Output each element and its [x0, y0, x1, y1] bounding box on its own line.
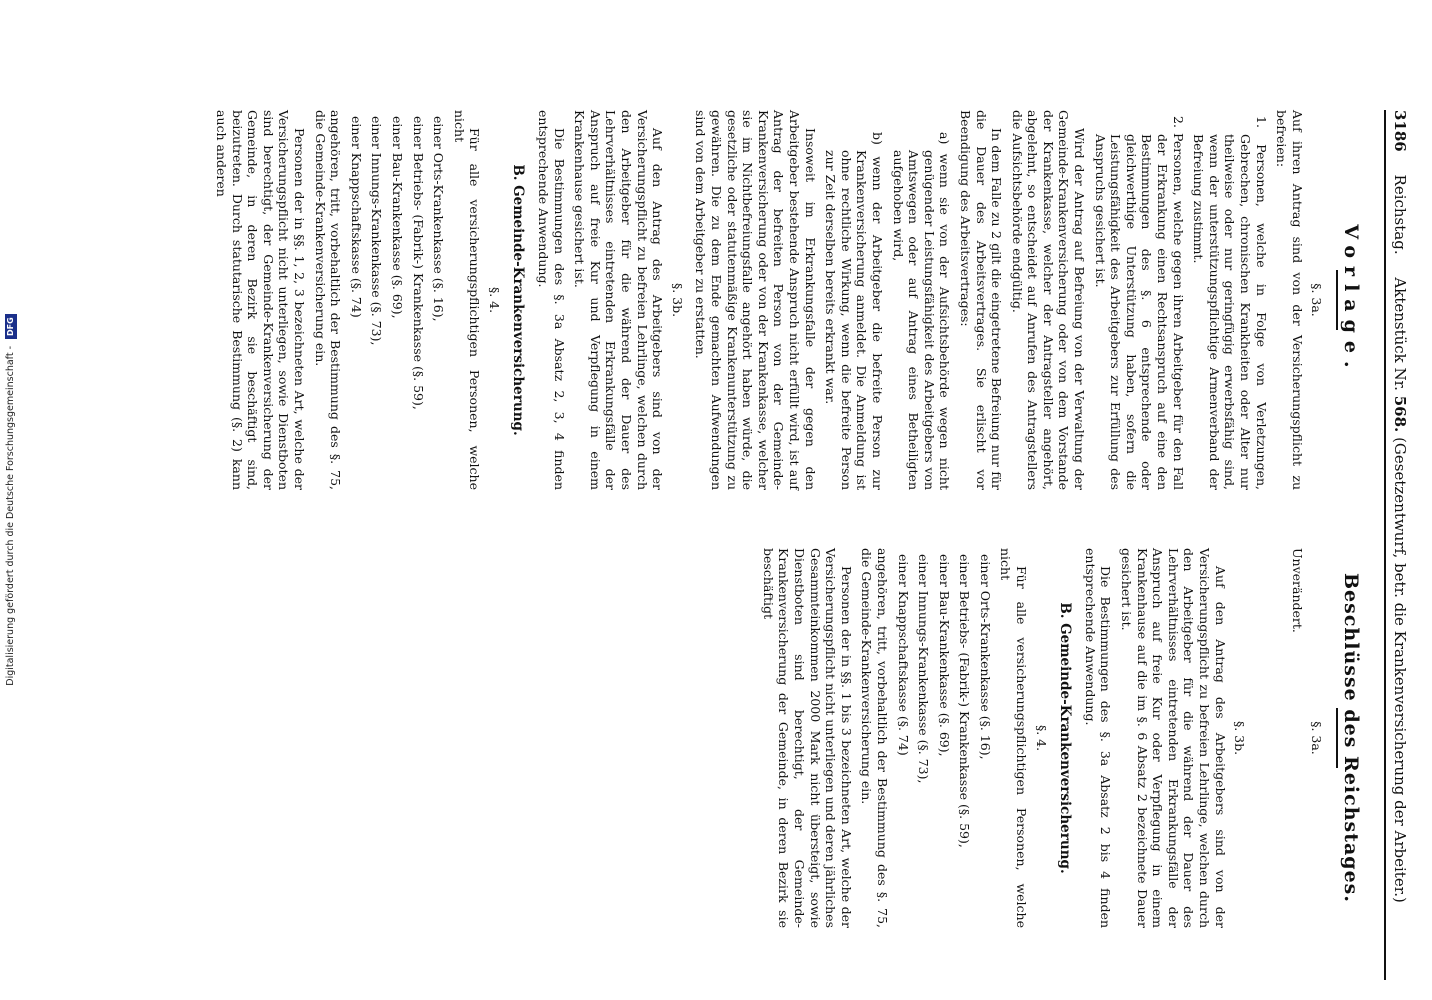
heading-rule: [1336, 270, 1338, 330]
s3a-clause-a: a) wenn sie von der Aufsichtsbehörde wegen nicht genügender Leistungsfähigkeit des Arbeitgebers von Amtswegen oder auf Antrag eines Betheiligten aufgehoben wird,: [890, 132, 953, 490]
section-label-3a: §. 3a.: [1309, 283, 1325, 317]
s4-intro: Für alle versicherungspflichtigen Personen, welche nicht: [451, 110, 483, 490]
s4-list-item: einer Bau-Krankenkasse (§. 69),: [389, 116, 405, 319]
s3b-paragraph-2: Die Bestimmungen des §. 3a Absatz 2 bis 4 finden entsprechende Anwendung.: [1082, 548, 1114, 928]
s4-paragraph-2: Personen der in §§. 1 bis 3 bezeichneten Art, welche der Versicherungspflicht nicht unterliegen und deren jährliches Gesammteinkommen 2000 Mark nicht übersteigt, sowie Dienstboten sind berechtigt, der Gemeinde-Krankenversicherung der Gemeinde, in deren Bezirk sie beschäftigt: [760, 548, 854, 928]
s3a-clause-b: b) wenn der Arbeitgeber die befreite Person zur Krankenversicherung anmeldet. Die Anmeldung ist ohne rechtliche Wirkung, wenn die befreite Person zur Zeit derselben bereits erkrankt war.: [823, 132, 885, 490]
s3b-paragraph-2: Die Bestimmungen des §. 3a Absatz 2, 3, 4 finden entsprechende Anwendung.: [536, 110, 567, 490]
s3b-paragraph-1: Auf den Antrag des Arbeitgebers sind von der Versicherungspflicht zu befreien Lehrlinge, welchen durch den Arbeitgeber für die während der Dauer des Lehrverhältnisses eintretenden Erkrankungsfälle der Anspruch auf freie Kur oder Verpflegung in einem Krankenhause auf die im §. 6 Absatz 2 bezeichnete Dauer gesichert ist.: [1119, 548, 1228, 928]
doc-number: 568.: [1391, 395, 1409, 433]
page-header: [1384, 110, 1410, 980]
s4-after: angehören, tritt, vorbehaltlich der Bestimmung des §. 75, die Gemeinde-Krankenversicherung ein.: [312, 110, 344, 490]
doc-subject: (Gesetzentwurf, betr. die Krankenversicherung der Arbeiter.): [1391, 437, 1409, 903]
s3a-item-1: 1. Personen, welche in Folge von Verletzungen, Gebrechen, chronischen Krankheiten oder Alter nur theilweise oder nur geringfügig erwerbsfähig sind, wenn der unterstützungspflichtige Armenverband der Befreiung zustimmt.: [1191, 116, 1269, 490]
funding-text: Digitalisierung gefördert durch die Deutsche Forschungsgemeinschaft -: [5, 345, 16, 686]
s4-paragraph-2: Personen der in §§. 1, 2, 3 bezeichneten Art, welche der Versicherungspflicht nicht unterliegen, sowie Dienstboten sind berechtigt, der Gemeinde-Krankenversicherung der Gemeinde, in deren Bezirk sie beschäftigt sind, beizutreten. Durch statutarische Bestimmung (§. 2) kann auch anderen: [214, 110, 307, 490]
section-b-title: B. Gemeinde-Krankenversicherung.: [1057, 602, 1074, 874]
s4-list-item: einer Knappschaftskasse (§. 74): [895, 554, 911, 756]
s4-after: angehören, tritt, vorbehaltlich der Bestimmung des §. 75, die Gemeinde-Krankenversicherung ein.: [859, 548, 890, 928]
s4-list-item: einer Betriebs- (Fabrik-) Krankenkasse (§. 59),: [410, 116, 426, 410]
spacer: [1255, 548, 1283, 928]
s4-list-item: einer Innungs-Krankenkasse (§. 73),: [916, 554, 932, 784]
s4-list-item: einer Bau-Krankenkasse (§. 69),: [936, 554, 952, 757]
heading-beschluesse: Beschlüsse des Reichstages.: [1340, 573, 1362, 903]
section-label-4: §. 4.: [486, 286, 502, 314]
page-number: 3186: [1391, 110, 1409, 152]
s4-list-item: einer Innungs-Krankenkasse (§. 73),: [369, 116, 385, 346]
unchanged-note: Unverändert.: [1289, 548, 1305, 633]
section-label-4: §. 4.: [1033, 724, 1049, 752]
s3b-paragraph-1: Auf den Antrag des Arbeitgebers sind von der Versicherungspflicht zu befreien Lehrlinge, welchen durch den Arbeitgeber für die während der Dauer des Lehrverhältnisses eintretenden Erkrankungsfälle der Anspruch auf freie Kur und Verpflegung in einem Krankenhause gesichert ist.: [572, 110, 666, 490]
dfg-logo: DFG: [5, 314, 17, 339]
s3a-paragraph-2: Wird der Antrag auf Befreiung von der Verwaltung der Gemeinde-Krankenversicherung oder von dem Vorstande der Krankenkasse, welcher der Antragsteller angehört, abgelehnt, so entscheidet auf Anrufen des Antragstellers die Aufsichtsbehörde endgültig.: [1009, 110, 1088, 490]
heading-rule: [1336, 708, 1338, 768]
s3a-paragraph-4: Insoweit im Erkrankungsfalle der gegen den Arbeitgeber bestehende Anspruch nicht erfüllt wird, ist auf Antrag der befreiten Person von der Gemeinde-Krankenversicherung oder von der Krankenkasse, welcher sie im Nichtbefreiungsfalle angehört haben würde, die gesetzliche oder statutenmäßige Krankenunterstützung zu gewähren. Die zu dem Ende gemachten Aufwendungen sind von dem Arbeitgeber zu erstatten.: [693, 110, 818, 490]
s3a-intro: Auf ihren Antrag sind von der Versicherungspflicht zu befreien:: [1274, 110, 1305, 490]
s4-list-item: einer Orts-Krankenkasse (§. 16),: [977, 554, 993, 760]
doc-prefix: Aktenstück Nr.: [1391, 277, 1409, 391]
heading-vorlage: Vorlage.: [1340, 224, 1362, 376]
s4-list-item: einer Knappschaftskasse (§. 74): [348, 116, 364, 318]
section-b-title: B. Gemeinde-Krankenversicherung.: [510, 164, 527, 436]
section-label-3b: §. 3b.: [669, 282, 685, 318]
body-name: Reichstag.: [1391, 174, 1409, 255]
s3a-item-2: 2. Personen, welche gegen ihren Arbeitgeber für den Fall der Erkrankung einen Rechtsanspruch auf eine den Bestimmungen des §. 6 entsprechende oder gleichwerthige Unterstützung haben, sofern die Leistungsfähigkeit des Arbeitgebers zur Erfüllung des Anspruchs gesichert ist.: [1092, 116, 1186, 490]
column-beschluesse: [755, 548, 1364, 928]
s4-list-item: einer Orts-Krankenkasse (§. 16),: [431, 116, 447, 322]
column-vorlage: [208, 110, 1364, 490]
s4-list-item: einer Betriebs- (Fabrik-) Krankenkasse (§. 59),: [957, 554, 973, 848]
s4-intro: Für alle versicherungspflichtigen Personen, welche nicht: [998, 548, 1030, 928]
section-label-3a: §. 3a.: [1309, 721, 1325, 755]
section-label-3b: §. 3b.: [1232, 720, 1248, 756]
s3a-paragraph-3: In dem Falle zu 2 gilt die eingetretene Befreiung nur für die Dauer des Arbeitsvertrages. Sie erlischt vor Beendigung des Arbeitsvertrages:: [957, 110, 1005, 490]
